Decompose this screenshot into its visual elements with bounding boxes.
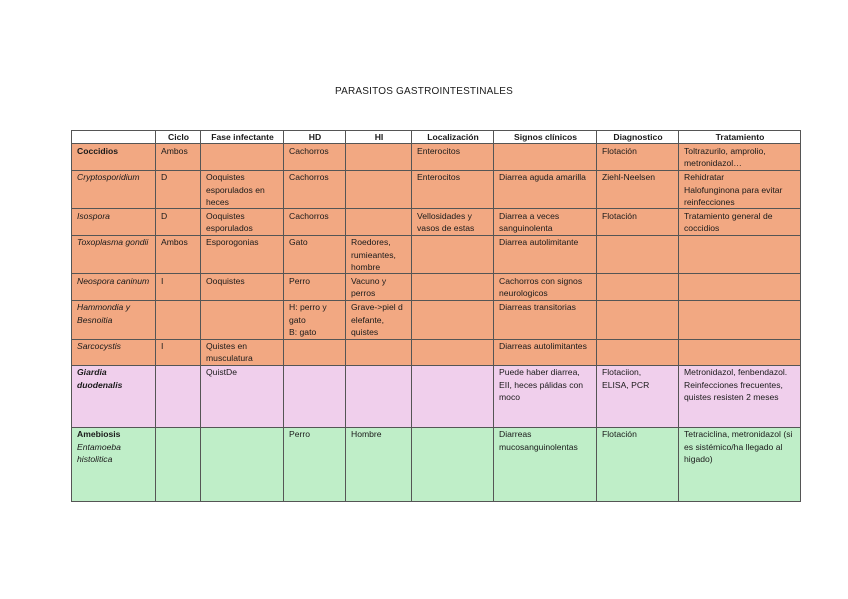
parasite-name: Toxoplasma gondii	[72, 235, 156, 274]
cell-ciclo: D	[156, 209, 201, 235]
header-signos-clinicos: Signos clínicos	[494, 131, 597, 144]
tratamiento-text: Metronidazol, fenbendazol. Reinfecciones frecuentes, quistes resisten 2 meses	[684, 367, 788, 403]
cell-hi: Hombre	[346, 427, 412, 501]
cell-hd: Perro	[284, 274, 346, 300]
cell-fase: Ooquistes	[201, 274, 284, 300]
cell-diagnostico	[597, 235, 679, 274]
cell-ciclo: Ambos	[156, 235, 201, 274]
diagnostico-text: Flotaciion, ELISA, PCR	[602, 367, 650, 390]
cell-ciclo: Ambos	[156, 144, 201, 170]
cell-ciclo	[156, 427, 201, 501]
cell-ciclo	[156, 300, 201, 339]
cell-hi: Roedores, rumieantes, hombre	[346, 235, 412, 274]
parasite-name: Coccidios	[72, 144, 156, 170]
parasite-name: Hammondia y Besnoitia	[72, 300, 156, 339]
cell-tratamiento	[679, 300, 801, 339]
cell-diagnostico: Flotación	[597, 144, 679, 170]
cell-hi	[346, 365, 412, 427]
cell-hi: Grave->piel d elefante, quistes	[346, 300, 412, 339]
cell-tratamiento	[679, 339, 801, 365]
cell-localizacion	[412, 274, 494, 300]
cell-ciclo: I	[156, 339, 201, 365]
cell-diagnostico: Flotación	[597, 209, 679, 235]
cell-fase	[201, 300, 284, 339]
header-name	[72, 131, 156, 144]
cell-signos: Cachorros con signos neurologicos	[494, 274, 597, 300]
cell-diagnostico	[597, 300, 679, 339]
cell-signos	[494, 144, 597, 170]
cell-tratamiento	[679, 170, 801, 209]
cell-signos: Diarrea aguda amarilla	[494, 170, 597, 209]
parasite-name: Neospora caninum	[72, 274, 156, 300]
cell-signos: Puede haber diarrea, EII, heces pálidas con moco	[494, 365, 597, 427]
header-tratamiento: Tratamiento	[679, 131, 801, 144]
parasites-table	[71, 130, 801, 502]
parasite-name: Isospora	[72, 209, 156, 235]
cell-diagnostico: Ziehl-Neelsen	[597, 170, 679, 209]
cell-hd: Gato	[284, 235, 346, 274]
cell-fase: Esporogonias	[201, 235, 284, 274]
cell-localizacion	[412, 365, 494, 427]
table-row	[72, 339, 801, 365]
cell-tratamiento	[679, 235, 801, 274]
cell-fase	[201, 427, 284, 501]
cell-hd	[284, 365, 346, 427]
table-row	[72, 365, 801, 427]
cell-signos: Diarreas autolimitantes	[494, 339, 597, 365]
parasite-species-name: Entamoeba histolitica	[77, 441, 121, 465]
table-row	[72, 235, 801, 274]
header-localizacion: Localización	[412, 131, 494, 144]
cell-hd: Perro	[284, 427, 346, 501]
cell-localizacion	[412, 427, 494, 501]
cell-signos: Diarrea autolimitante	[494, 235, 597, 274]
parasite-name	[72, 427, 156, 501]
header-ciclo: Ciclo	[156, 131, 201, 144]
header-hi: HI	[346, 131, 412, 144]
cell-hd	[284, 339, 346, 365]
cell-localizacion	[412, 300, 494, 339]
cell-signos: Diarrea a veces sanguinolenta	[494, 209, 597, 235]
cell-hi	[346, 144, 412, 170]
cell-fase: Ooquistes esporulados en heces	[201, 170, 284, 209]
cell-fase: Ooquistes esporulados	[201, 209, 284, 235]
table-row	[72, 209, 801, 235]
cell-ciclo: D	[156, 170, 201, 209]
cell-hd	[284, 300, 346, 339]
header-hd: HD	[284, 131, 346, 144]
cell-hd: Cachorros	[284, 144, 346, 170]
table-row	[72, 274, 801, 300]
parasite-group-name: Amebiosis	[77, 429, 121, 440]
table-row	[72, 300, 801, 339]
tratamiento-text: Rehidratar Halofunginona para evitar reinfecciones	[684, 172, 783, 208]
hd-text: H: perro y gato B: gato	[289, 302, 327, 338]
cell-signos: Diarreas mucosanguinolentas	[494, 427, 597, 501]
page-title: PARASITOS GASTROINTESTINALES	[334, 86, 514, 97]
cell-hi	[346, 170, 412, 209]
header-diagnostico: Diagnostico	[597, 131, 679, 144]
cell-diagnostico	[597, 274, 679, 300]
cell-fase	[201, 144, 284, 170]
table-row	[72, 144, 801, 170]
table-row	[72, 427, 801, 501]
cell-tratamiento	[679, 274, 801, 300]
cell-ciclo: I	[156, 274, 201, 300]
cell-tratamiento	[679, 365, 801, 427]
cell-fase: Quistes en musculatura	[201, 339, 284, 365]
cell-localizacion: Enterocitos	[412, 144, 494, 170]
cell-localizacion: Vellosidades y vasos de estas	[412, 209, 494, 235]
cell-diagnostico	[597, 365, 679, 427]
cell-diagnostico: Flotación	[597, 427, 679, 501]
cell-hd: Cachorros	[284, 209, 346, 235]
cell-signos: Diarreas transitorias	[494, 300, 597, 339]
cell-hi: Vacuno y perros	[346, 274, 412, 300]
cell-fase: QuistDe	[201, 365, 284, 427]
cell-tratamiento: Toltrazurilo, amprolio, metronidazol…	[679, 144, 801, 170]
table-row	[72, 170, 801, 209]
cell-hd: Cachorros	[284, 170, 346, 209]
cell-localizacion	[412, 339, 494, 365]
header-fase-infectante: Fase infectante	[201, 131, 284, 144]
cell-ciclo	[156, 365, 201, 427]
cell-diagnostico	[597, 339, 679, 365]
parasite-name: Giardia duodenalis	[72, 365, 156, 427]
cell-hi	[346, 339, 412, 365]
cell-tratamiento: Tratamiento general de coccidios	[679, 209, 801, 235]
cell-hi	[346, 209, 412, 235]
cell-localizacion	[412, 235, 494, 274]
parasite-name: Cryptosporidium	[72, 170, 156, 209]
parasite-name: Sarcocystis	[72, 339, 156, 365]
cell-localizacion: Enterocitos	[412, 170, 494, 209]
header-row	[72, 131, 801, 144]
cell-tratamiento: Tetraciclina, metronidazol (si es sistémico/ha llegado al higado)	[679, 427, 801, 501]
